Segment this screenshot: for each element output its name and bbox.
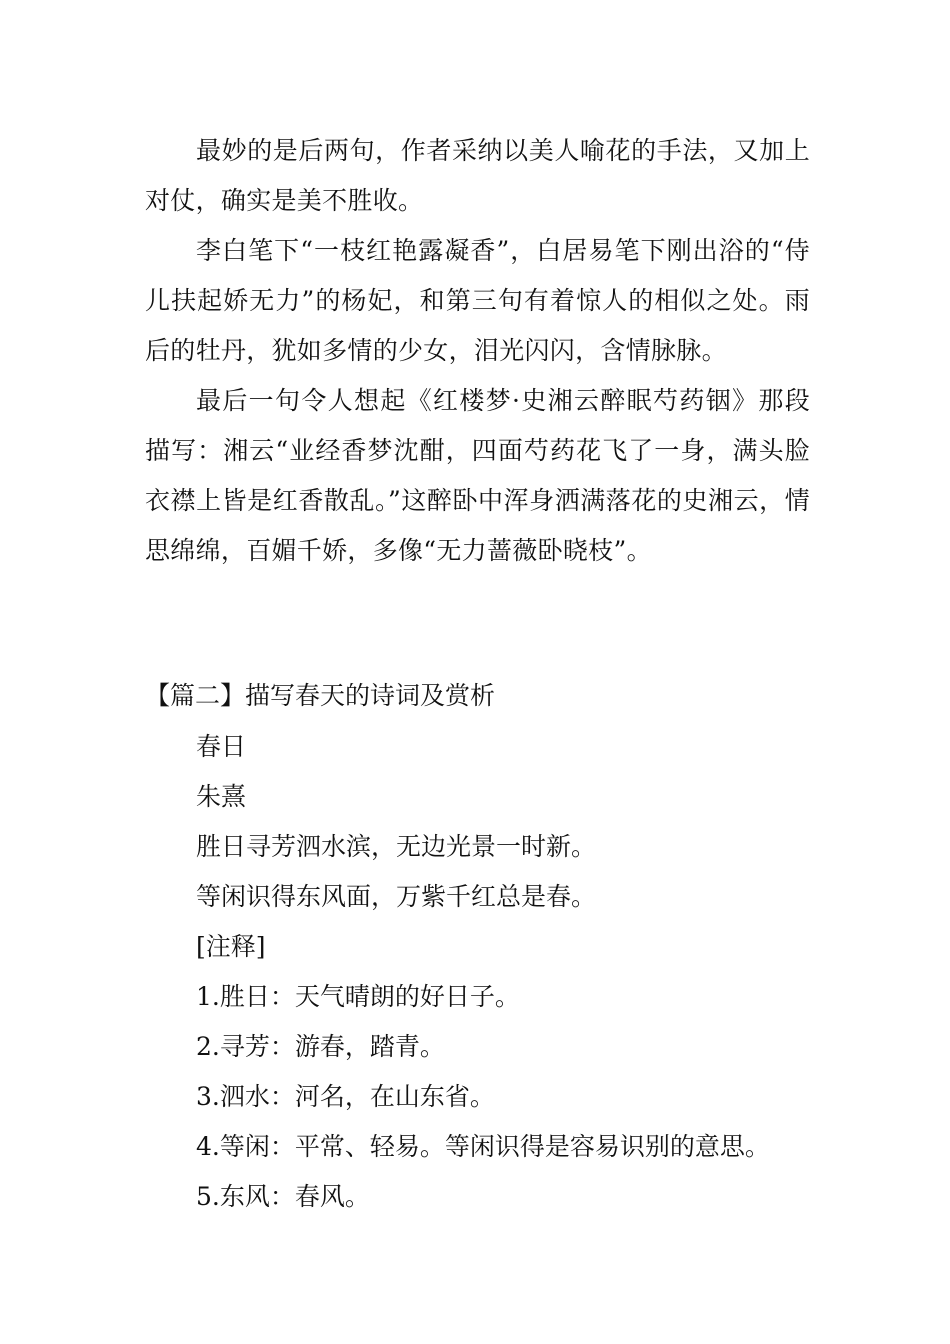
notes-heading: [注释] [196, 932, 266, 961]
note-item: 1.胜日：天气晴朗的好日子。 [196, 982, 520, 1011]
paragraph: 李白笔下“一枝红艳露凝香”，白居易笔下刚出浴的“侍儿扶起娇无力”的杨妃，和第三句有着惊人的相似之处。雨后的牡丹，犹如多情的少女，泪光闪闪，含情脉脉。 [145, 236, 810, 365]
note-item: 5.东风：春风。 [196, 1182, 370, 1211]
poem-author: 朱熹 [196, 782, 247, 811]
poem-block [196, 722, 816, 1222]
paragraph: 最妙的是后两句，作者采纳以美人喻花的手法，又加上对仗，确实是美不胜收。 [145, 136, 810, 215]
commentary-block [145, 126, 810, 576]
poem-line: 等闲识得东风面，万紫千红总是春。 [196, 882, 597, 911]
section-title: 【篇二】描写春天的诗词及赏析 [145, 681, 496, 710]
poem-title: 春日 [196, 732, 247, 761]
poem-line: 胜日寻芳泗水滨，无边光景一时新。 [196, 832, 597, 861]
note-item: 2.寻芳：游春，踏青。 [196, 1032, 445, 1061]
paragraph: 最后一句令人想起《红楼梦·史湘云醉眠芍药铟》那段描写：湘云“业经香梦沈酣，四面芍药花飞了一身，满头脸衣襟上皆是红香散乱。”这醉卧中浑身洒满落花的史湘云，情思绵绵，百媚千娇，多像“无力蔷薇卧晓枝”。 [145, 386, 810, 565]
note-item: 3.泗水：河名，在山东省。 [196, 1082, 495, 1111]
note-item: 4.等闲：平常、轻易。等闲识得是容易识别的意思。 [196, 1132, 770, 1161]
